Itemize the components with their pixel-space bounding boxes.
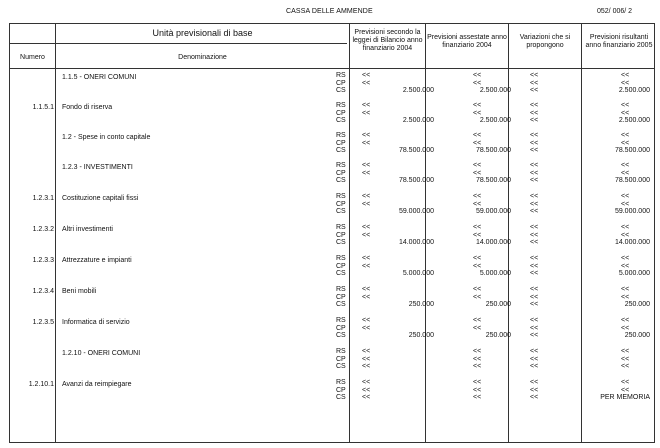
value-cell-c3 <box>510 193 582 216</box>
value-cell-c4 <box>586 72 652 95</box>
value: << <box>530 193 539 200</box>
value: 14.000.000 <box>614 239 650 247</box>
table-row <box>10 255 654 285</box>
value-cell-c4 <box>586 317 652 340</box>
value: << <box>621 109 630 117</box>
value: << <box>362 286 371 293</box>
value-cell-c1 <box>352 255 436 278</box>
value: << <box>530 262 539 270</box>
value-cell-c4 <box>586 348 652 371</box>
value: 250.000 <box>485 301 511 309</box>
row-codes <box>336 379 350 402</box>
value: << <box>362 355 371 363</box>
value: << <box>530 239 539 247</box>
value: 2.500.000 <box>618 87 650 95</box>
value: << <box>530 355 539 363</box>
value: << <box>621 231 630 239</box>
code-label: RS <box>336 348 346 355</box>
value: << <box>621 162 630 169</box>
row-denominazione: 1.2 - Spese in conto capitale <box>62 134 151 141</box>
code-label: CS <box>336 332 346 340</box>
value-cell-c1 <box>352 162 436 185</box>
value: << <box>621 255 630 262</box>
row-codes <box>336 348 350 371</box>
value: << <box>362 162 371 169</box>
value-cell-c4 <box>586 286 652 309</box>
row-codes <box>336 286 350 309</box>
value: 78.500.000 <box>614 177 650 185</box>
header-denominazione: Denominazione <box>178 54 227 61</box>
value: << <box>530 177 539 185</box>
value-cell-c4 <box>586 102 652 125</box>
value: << <box>530 301 539 309</box>
value: << <box>530 79 539 87</box>
value: << <box>530 200 539 208</box>
table-row <box>10 224 654 254</box>
value: << <box>473 109 482 117</box>
row-numero: 1.2.3.2 <box>32 226 54 233</box>
row-codes <box>336 132 350 155</box>
value: << <box>473 324 482 332</box>
value: << <box>530 286 539 293</box>
header-col1: Previsioni secondo la leggei di Bilancio anno finanziario 2004 <box>352 29 423 52</box>
code-label: CS <box>336 270 346 278</box>
value-cell-c1 <box>352 102 436 125</box>
value-cell-c4 <box>586 132 652 155</box>
budget-table <box>9 23 655 443</box>
value: << <box>530 324 539 332</box>
row-numero: 1.2.10.1 <box>28 381 54 388</box>
value: << <box>530 147 539 155</box>
value: << <box>621 169 630 177</box>
table-row <box>10 132 654 162</box>
value: 78.500.000 <box>614 147 650 155</box>
value: << <box>473 386 482 394</box>
row-codes <box>336 255 350 278</box>
value: << <box>473 363 482 371</box>
value: 2.500.000 <box>402 117 434 125</box>
value: << <box>530 394 539 402</box>
table-row <box>10 102 654 132</box>
value: << <box>530 208 539 216</box>
value: << <box>621 324 630 332</box>
code-label: RS <box>336 255 346 262</box>
value: << <box>362 317 371 324</box>
value: << <box>473 193 482 200</box>
value: 5.000.000 <box>402 270 434 278</box>
value: << <box>473 286 482 293</box>
code-label: CP <box>336 79 346 87</box>
code-label: RS <box>336 162 346 169</box>
value-cell-c2 <box>428 379 513 402</box>
value: << <box>621 286 630 293</box>
row-denominazione: Fondo di riserva <box>62 104 113 111</box>
value: 250.000 <box>485 332 511 340</box>
value: << <box>362 132 371 139</box>
value: << <box>530 270 539 278</box>
value: << <box>530 293 539 301</box>
row-numero: 1.2.3.1 <box>32 195 54 202</box>
value: << <box>621 200 630 208</box>
value: << <box>530 363 539 371</box>
value: << <box>473 317 482 324</box>
value: 250.000 <box>624 301 650 309</box>
value: << <box>621 102 630 109</box>
value: << <box>530 231 539 239</box>
value: 5.000.000 <box>618 270 650 278</box>
value: 250.000 <box>408 332 434 340</box>
value: << <box>530 317 539 324</box>
row-codes <box>336 72 350 95</box>
value: << <box>530 162 539 169</box>
row-codes <box>336 102 350 125</box>
section-title: Unità previsionali di base <box>152 28 253 38</box>
value: << <box>530 224 539 231</box>
value-cell-c4 <box>586 193 652 216</box>
value: << <box>530 117 539 125</box>
code-label: RS <box>336 72 346 79</box>
value-cell-c2 <box>428 348 513 371</box>
row-denominazione: Informatica di servizio <box>62 319 130 326</box>
value-cell-c1 <box>352 132 436 155</box>
value: << <box>473 394 482 402</box>
row-denominazione: 1.2.10 - ONERI COMUNI <box>62 350 141 357</box>
header-numero: Numero <box>20 54 45 61</box>
value: << <box>473 348 482 355</box>
table-row <box>10 286 654 316</box>
value-cell-c3 <box>510 348 582 371</box>
header-col3: Variazioni che si propongono <box>519 34 571 49</box>
value: << <box>530 348 539 355</box>
value: << <box>362 231 371 239</box>
value: 2.500.000 <box>618 117 650 125</box>
value: 250.000 <box>408 301 434 309</box>
value-cell-c2 <box>428 102 513 125</box>
value: 78.500.000 <box>398 147 434 155</box>
value-cell-c3 <box>510 224 582 247</box>
row-codes <box>336 317 350 340</box>
value: 59.000.000 <box>614 208 650 216</box>
value: << <box>530 139 539 147</box>
value-cell-c3 <box>510 255 582 278</box>
value: << <box>621 139 630 147</box>
value: 14.000.000 <box>475 239 511 247</box>
value: << <box>473 355 482 363</box>
value: << <box>621 355 630 363</box>
value-cell-c2 <box>428 162 513 185</box>
value: 5.000.000 <box>479 270 511 278</box>
value: << <box>473 200 482 208</box>
value: << <box>473 72 482 79</box>
value: << <box>621 363 630 371</box>
value: << <box>530 109 539 117</box>
page-code: 052/ 006/ 2 <box>597 8 633 15</box>
value: 2.500.000 <box>479 117 511 125</box>
table-row <box>10 193 654 223</box>
code-label: CP <box>336 200 346 208</box>
value: << <box>621 72 630 79</box>
value-cell-c3 <box>510 317 582 340</box>
value-cell-c4 <box>586 224 652 247</box>
row-numero: 1.2.3.4 <box>32 288 54 295</box>
value: << <box>362 394 371 402</box>
value: << <box>473 224 482 231</box>
page-title: CASSA DELLE AMMENDE <box>286 8 373 15</box>
value: 2.500.000 <box>402 87 434 95</box>
table-row <box>10 72 654 102</box>
value-cell-c2 <box>428 286 513 309</box>
value-cell-c2 <box>428 255 513 278</box>
table-row <box>10 379 654 409</box>
value: 59.000.000 <box>475 208 511 216</box>
code-label: CS <box>336 363 346 371</box>
value: << <box>621 79 630 87</box>
value: << <box>473 231 482 239</box>
row-denominazione: Attrezzature e impianti <box>62 257 132 264</box>
code-label: CS <box>336 394 346 402</box>
value: 2.500.000 <box>479 87 511 95</box>
value: << <box>621 348 630 355</box>
value: << <box>362 72 371 79</box>
value: << <box>473 169 482 177</box>
value: 78.500.000 <box>475 177 511 185</box>
code-label: CS <box>336 117 346 125</box>
header-col2: Previsioni assestate anno finanziario 2004 <box>427 34 507 49</box>
code-label: RS <box>336 102 346 109</box>
value: << <box>473 379 482 386</box>
code-label: RS <box>336 286 346 293</box>
value: << <box>362 79 371 87</box>
table-row <box>10 162 654 192</box>
value: << <box>362 139 371 147</box>
value: << <box>621 293 630 301</box>
value: << <box>362 293 371 301</box>
value-cell-c2 <box>428 193 513 216</box>
value-cell-c3 <box>510 162 582 185</box>
value: << <box>621 132 630 139</box>
value: << <box>473 132 482 139</box>
code-label: RS <box>336 379 346 386</box>
value: << <box>362 363 371 371</box>
value: << <box>362 200 371 208</box>
value-cell-c1 <box>352 72 436 95</box>
value-cell-c1 <box>352 348 436 371</box>
value-cell-c1 <box>352 224 436 247</box>
value: << <box>530 255 539 262</box>
value: << <box>621 262 630 270</box>
code-label: CP <box>336 324 346 332</box>
code-label: CP <box>336 355 346 363</box>
value-cell-c1 <box>352 379 436 402</box>
value-cell-c4 <box>586 162 652 185</box>
code-label: CS <box>336 301 346 309</box>
code-label: CS <box>336 208 346 216</box>
value: << <box>473 293 482 301</box>
value: << <box>362 109 371 117</box>
divider <box>10 43 347 44</box>
value: << <box>473 262 482 270</box>
value: 250.000 <box>624 332 650 340</box>
code-label: RS <box>336 193 346 200</box>
value-cell-c3 <box>510 72 582 95</box>
code-label: CP <box>336 139 346 147</box>
value-cell-c3 <box>510 132 582 155</box>
value: << <box>362 324 371 332</box>
table-row <box>10 317 654 347</box>
value: << <box>530 72 539 79</box>
value: PER MEMORIA <box>600 394 650 402</box>
value: 14.000.000 <box>398 239 434 247</box>
code-label: CP <box>336 293 346 301</box>
row-denominazione: Costituzione capitali fissi <box>62 195 139 202</box>
code-label: CP <box>336 169 346 177</box>
row-denominazione: 1.2.3 - INVESTIMENTI <box>62 164 133 171</box>
value: << <box>621 379 630 386</box>
row-denominazione: Beni mobili <box>62 288 97 295</box>
code-label: CP <box>336 262 346 270</box>
row-denominazione: Altri investimenti <box>62 226 113 233</box>
value-cell-c1 <box>352 286 436 309</box>
code-label: CP <box>336 231 346 239</box>
value: << <box>362 379 371 386</box>
value: << <box>473 79 482 87</box>
value: << <box>362 386 371 394</box>
value: << <box>530 169 539 177</box>
row-codes <box>336 193 350 216</box>
value: << <box>362 193 371 200</box>
divider <box>10 68 654 69</box>
value: << <box>530 102 539 109</box>
code-label: RS <box>336 317 346 324</box>
value: << <box>362 255 371 262</box>
value-cell-c2 <box>428 132 513 155</box>
value-cell-c3 <box>510 102 582 125</box>
value: << <box>362 262 371 270</box>
value: << <box>473 255 482 262</box>
row-numero: 1.1.5.1 <box>32 104 54 111</box>
code-label: CS <box>336 87 346 95</box>
code-label: CP <box>336 109 346 117</box>
value: << <box>473 139 482 147</box>
code-label: CS <box>336 239 346 247</box>
value-cell-c4 <box>586 379 652 402</box>
row-denominazione: 1.1.5 - ONERI COMUNI <box>62 74 137 81</box>
value: << <box>362 348 371 355</box>
code-label: CP <box>336 386 346 394</box>
code-label: CS <box>336 147 346 155</box>
value: << <box>530 132 539 139</box>
value: << <box>621 317 630 324</box>
value: << <box>621 224 630 231</box>
row-numero: 1.2.3.5 <box>32 319 54 326</box>
value-cell-c3 <box>510 286 582 309</box>
value: << <box>362 102 371 109</box>
value: << <box>362 224 371 231</box>
value: << <box>473 162 482 169</box>
value: 78.500.000 <box>398 177 434 185</box>
value-cell-c2 <box>428 224 513 247</box>
value-cell-c3 <box>510 379 582 402</box>
row-numero: 1.2.3.3 <box>32 257 54 264</box>
value-cell-c1 <box>352 193 436 216</box>
value: << <box>530 332 539 340</box>
row-denominazione: Avanzi da reimpiegare <box>62 381 132 388</box>
row-codes <box>336 224 350 247</box>
value: << <box>621 386 630 394</box>
value-cell-c2 <box>428 317 513 340</box>
value-cell-c4 <box>586 255 652 278</box>
value: << <box>621 193 630 200</box>
value: << <box>530 379 539 386</box>
value: << <box>362 169 371 177</box>
table-row <box>10 348 654 378</box>
row-codes <box>336 162 350 185</box>
value-cell-c2 <box>428 72 513 95</box>
value: 59.000.000 <box>398 208 434 216</box>
code-label: CS <box>336 177 346 185</box>
value: 78.500.000 <box>475 147 511 155</box>
value-cell-c1 <box>352 317 436 340</box>
value: << <box>473 102 482 109</box>
value: << <box>530 386 539 394</box>
code-label: RS <box>336 132 346 139</box>
header-col4: Previsioni risultanti anno finanziario 2005 <box>585 34 653 49</box>
value: << <box>530 87 539 95</box>
code-label: RS <box>336 224 346 231</box>
